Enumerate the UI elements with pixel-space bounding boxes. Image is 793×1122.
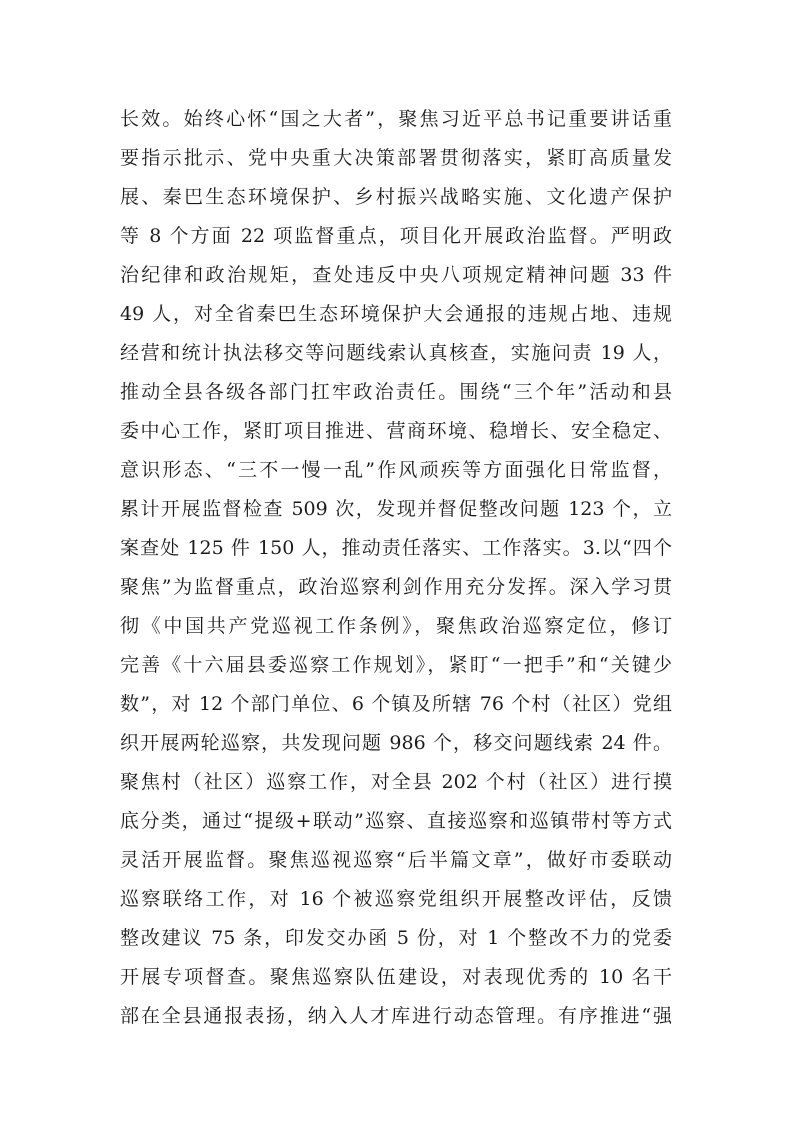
- text-line: 49 人，对全省秦巴生态环境保护大会通报的违规占地、违规: [120, 303, 672, 325]
- text-line: 累计开展监督检查 509 次，发现并督促整改问题 123 个，立: [120, 498, 672, 520]
- text-line: 案查处 125 件 150 人，推动责任落实、工作落实。3.以“四个: [120, 537, 672, 559]
- text-line: 委中心工作，紧盯项目推进、营商环境、稳增长、安全稳定、: [120, 420, 672, 442]
- text-line: 整改建议 75 条，印发交办函 5 份，对 1 个整改不力的党委: [120, 927, 672, 949]
- text-line: 要指示批示、党中央重大决策部署贯彻落实，紧盯高质量发: [120, 147, 672, 169]
- text-line: 展、秦巴生态环境保护、乡村振兴战略实施、文化遗产保护: [120, 186, 672, 208]
- text-line: 数”，对 12 个部门单位、6 个镇及所辖 76 个村（社区）党组: [120, 693, 672, 715]
- text-line: 灵活开展监督。聚焦巡视巡察“后半篇文章”，做好市委联动: [120, 849, 672, 871]
- text-line: 底分类，通过“提级+联动”巡察、直接巡察和巡镇带村等方式: [120, 810, 672, 832]
- text-line: 意识形态、“三不一慢一乱”作风顽疾等方面强化日常监督，: [120, 459, 672, 481]
- text-line: 部在全县通报表扬，纳入人才库进行动态管理。有序推进“强: [120, 1005, 672, 1027]
- text-line: 完善《十六届县委巡察工作规划》，紧盯“一把手”和“关键少: [120, 654, 672, 676]
- text-line: 治纪律和政治规矩，查处违反中央八项规定精神问题 33 件: [120, 264, 672, 286]
- text-line: 推动全县各级各部门扛牢政治责任。围绕“三个年”活动和县: [120, 381, 672, 403]
- text-line: 聚焦”为监督重点，政治巡察利剑作用充分发挥。深入学习贯: [120, 576, 672, 598]
- text-line: 巡察联络工作，对 16 个被巡察党组织开展整改评估，反馈: [120, 888, 672, 910]
- text-line: 聚焦村（社区）巡察工作，对全县 202 个村（社区）进行摸: [120, 771, 672, 793]
- text-line: 彻《中国共产党巡视工作条例》，聚焦政治巡察定位，修订: [120, 615, 672, 637]
- text-line: 经营和统计执法移交等问题线索认真核查，实施问责 19 人，: [120, 342, 672, 364]
- text-line: 等 8 个方面 22 项监督重点，项目化开展政治监督。严明政: [120, 225, 672, 247]
- text-line: 长效。始终心怀“国之大者”，聚焦习近平总书记重要讲话重: [120, 108, 672, 130]
- text-line: 开展专项督查。聚焦巡察队伍建设，对表现优秀的 10 名干: [120, 966, 672, 988]
- text-line: 织开展两轮巡察，共发现问题 986 个，移交问题线索 24 件。: [120, 732, 672, 754]
- body-paragraph: [120, 100, 672, 1036]
